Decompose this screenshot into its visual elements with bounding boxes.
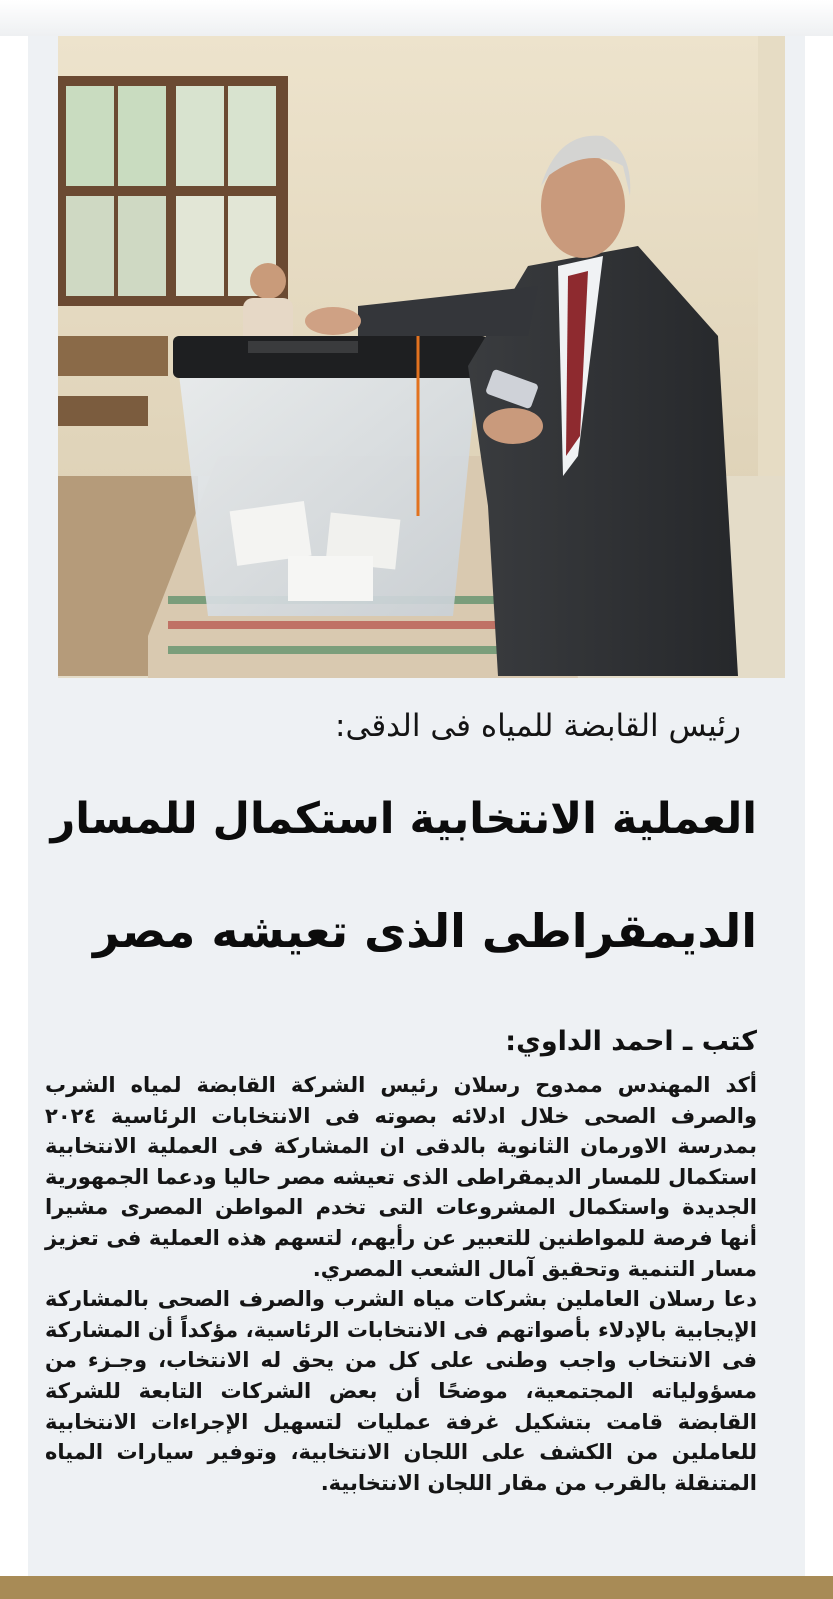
article-photo — [58, 36, 785, 678]
article — [28, 36, 805, 1576]
paragraph: دعا رسلان العاملين بشركات مياه الشرب والصرف الصحى بالمشاركة الإيجابية بالإدلاء بأصواتهم فى الانتخابات الرئاسية، مؤكداً أن المشاركة فى الانتخاب واجب وطنى على كل من يحق له الانتخاب، وجـزء من مسؤولياته المجتمعية، موضحًا أن بعض الشركات التابعة للشركة القابضة قامت بتشكيل غرفة عمليات لتسهيل الإجراءات الانتخابية للعاملين من الكشف على اللجان الانتخابية، وتوفير سيارات المياه المتنقلة بالقرب من مقار اللجان الانتخابية. — [45, 1287, 757, 1495]
bottom-accent-bar — [0, 1576, 833, 1599]
byline: كتب ـ احمد الداوي: — [505, 1026, 757, 1057]
paragraph: أكد المهندس ممدوح رسلان رئيس الشركة القابضة لمياه الشرب والصرف الصحى خلال ادلائه بصوته فى الانتخابات الرئاسية ٢٠٢٤ بمدرسة الاورمان الثانوية بالدقى ان المشاركة فى العملية الانتخابية استكمال للمسار الديمقراطى الذى تعيشه مصر حاليا ودعما الجمهورية الجديدة واستكمال المشروعات التى تخدم المواطن المصرى مشيرا أنها فرصة للمواطنين للتعبير عن رأيهم، لتسهم هذه العملية فى تعزيز مسار التنمية وتحقيق آمال الشعب المصري. — [45, 1073, 757, 1281]
top-strip — [0, 0, 833, 36]
right-margin — [805, 36, 833, 1576]
left-margin — [0, 36, 28, 1576]
headline-line-2: الديمقراطى الذى تعيشه مصر — [92, 904, 757, 958]
article-body — [45, 1070, 757, 1498]
article-kicker: رئيس القابضة للمياه فى الدقى: — [335, 708, 741, 744]
headline-line-1: العملية الانتخابية استكمال للمسار — [50, 794, 757, 844]
